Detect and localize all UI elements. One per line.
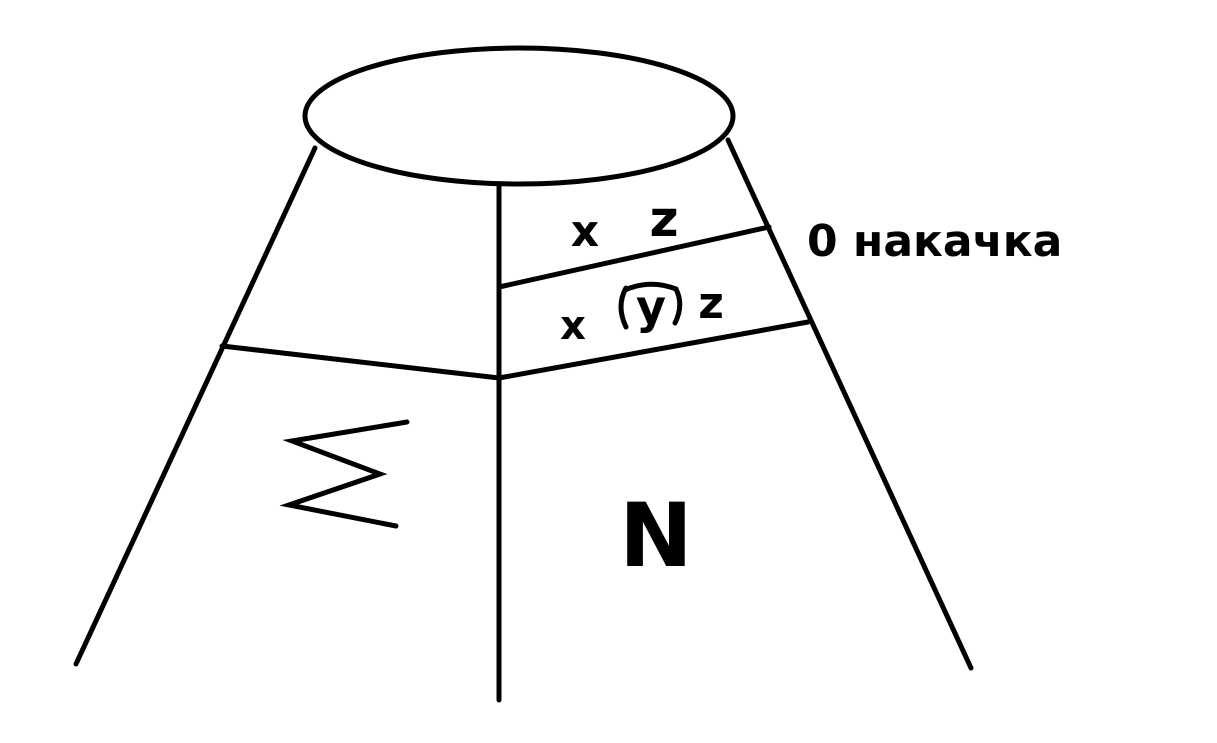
y-left-bracket: [621, 288, 626, 327]
upper-cell-z-label: z: [649, 190, 679, 248]
upper-cell-x-label: x: [570, 206, 600, 257]
cone-left-wall: [76, 148, 315, 664]
annotation-label: 0 накачка: [807, 216, 1063, 267]
left-band-line: [222, 346, 499, 378]
upper-band-line: [499, 227, 769, 287]
cone-top-ellipse: [305, 48, 733, 184]
region-n-label: N: [619, 484, 693, 587]
lower-cell-x-label: x: [560, 303, 586, 349]
zigzag-sigma-icon: [289, 422, 407, 526]
lower-cell-z-label: z: [698, 278, 724, 329]
lower-cell-y-label: y: [636, 280, 666, 334]
